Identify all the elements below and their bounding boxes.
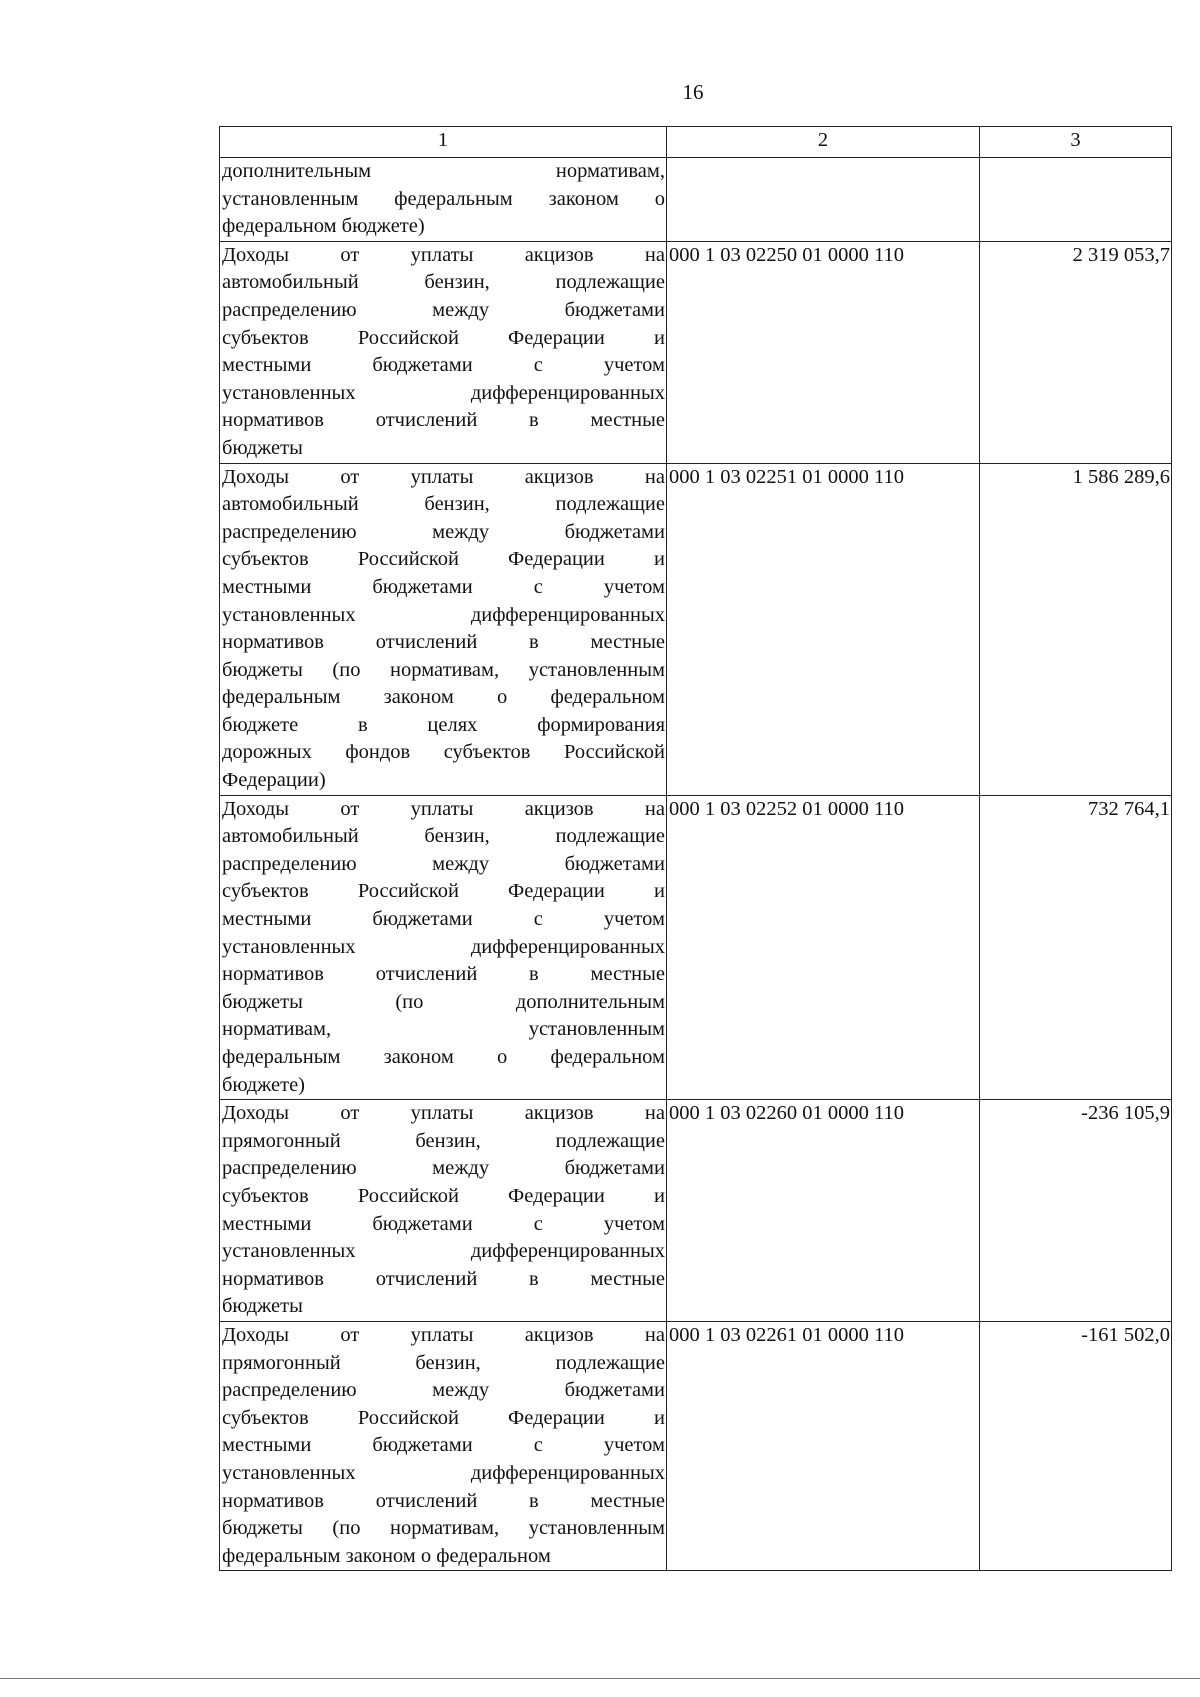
description-line: Федерации) <box>222 769 326 792</box>
description-line: Доходы от уплаты акцизов на <box>222 797 665 820</box>
table-body <box>220 158 1172 1571</box>
revenue-table <box>219 126 1172 1571</box>
description-line: субъектов Российской Федерации и <box>222 548 665 571</box>
description-line: субъектов Российской Федерации и <box>222 326 665 349</box>
description-line: бюджете) <box>222 1073 306 1096</box>
revenue-description <box>220 463 667 795</box>
description-line: нормативов отчислений в местные <box>222 1267 665 1290</box>
description-line: распределению между бюджетами <box>222 1157 665 1180</box>
budget-classification-code: 000 1 03 02261 01 0000 110 <box>667 1321 980 1570</box>
description-line: федеральным законом о федеральном <box>222 1544 551 1567</box>
revenue-description <box>220 241 667 463</box>
description-line: субъектов Российской Федерации и <box>222 880 665 903</box>
description-line: установленных дифференцированных <box>222 1240 665 1263</box>
table-row <box>220 241 1172 463</box>
column-header-2: 2 <box>667 127 980 158</box>
description-line: нормативов отчислений в местные <box>222 963 665 986</box>
amount-value <box>980 158 1172 242</box>
description-line: Доходы от уплаты акцизов на <box>222 465 665 488</box>
description-line: бюджеты <box>222 1295 303 1318</box>
description-line: распределению между бюджетами <box>222 520 665 543</box>
description-line: установленных дифференцированных <box>222 935 665 958</box>
budget-classification-code: 000 1 03 02250 01 0000 110 <box>667 241 980 463</box>
description-line: нормативов отчислений в местные <box>222 409 665 432</box>
budget-classification-code: 000 1 03 02251 01 0000 110 <box>667 463 980 795</box>
description-line: нормативов отчислений в местные <box>222 631 665 654</box>
amount-value: 2 319 053,7 <box>980 241 1172 463</box>
column-header-1: 1 <box>220 127 667 158</box>
description-line: прямогонный бензин, подлежащие <box>222 1351 665 1374</box>
description-line: распределению между бюджетами <box>222 298 665 321</box>
description-line: местными бюджетами с учетом <box>222 354 665 377</box>
page-number: 16 <box>682 80 704 104</box>
description-line: бюджете в целях формирования <box>222 713 665 736</box>
description-line: автомобильный бензин, подлежащие <box>222 271 665 294</box>
description-line: бюджеты (по нормативам, установленным <box>222 658 665 681</box>
revenue-description <box>220 1100 667 1322</box>
description-line: субъектов Российской Федерации и <box>222 1406 665 1429</box>
description-line: бюджеты <box>222 436 303 459</box>
table-row <box>220 1321 1172 1570</box>
column-header-3: 3 <box>980 127 1172 158</box>
description-line: установленных дифференцированных <box>222 603 665 626</box>
description-line: установленных дифференцированных <box>222 381 665 404</box>
budget-classification-code: 000 1 03 02260 01 0000 110 <box>667 1100 980 1322</box>
table-row <box>220 463 1172 795</box>
description-line: федеральном бюджете) <box>222 215 425 238</box>
page-bottom-rule <box>0 1678 1200 1679</box>
description-line: дополнительным нормативам, <box>222 160 665 182</box>
description-line: местными бюджетами с учетом <box>222 575 665 598</box>
table-row <box>220 795 1172 1100</box>
description-line: автомобильный бензин, подлежащие <box>222 825 665 848</box>
description-line: нормативов отчислений в местные <box>222 1489 665 1512</box>
description-line: федеральным законом о федеральном <box>222 686 665 709</box>
table-row <box>220 1100 1172 1322</box>
description-line: распределению между бюджетами <box>222 852 665 875</box>
amount-value: 732 764,1 <box>980 795 1172 1100</box>
amount-value: 1 586 289,6 <box>980 463 1172 795</box>
description-line: местными бюджетами с учетом <box>222 1434 665 1457</box>
description-line: Доходы от уплаты акцизов на <box>222 243 665 266</box>
revenue-description <box>220 795 667 1100</box>
description-line: нормативам, установленным <box>222 1018 665 1041</box>
table-header-row <box>220 127 1172 158</box>
description-line: прямогонный бензин, подлежащие <box>222 1129 665 1152</box>
amount-value: -236 105,9 <box>980 1100 1172 1322</box>
description-line: установленным федеральным законом о <box>222 187 665 210</box>
description-line: Доходы от уплаты акцизов на <box>222 1323 665 1346</box>
description-line: дорожных фондов субъектов Российской <box>222 741 665 764</box>
budget-classification-code: 000 1 03 02252 01 0000 110 <box>667 795 980 1100</box>
description-line: местными бюджетами с учетом <box>222 908 665 931</box>
description-line: субъектов Российской Федерации и <box>222 1184 665 1207</box>
description-line: распределению между бюджетами <box>222 1379 665 1402</box>
amount-value: -161 502,0 <box>980 1321 1172 1570</box>
description-line: автомобильный бензин, подлежащие <box>222 493 665 516</box>
table-row <box>220 158 1172 242</box>
description-line: федеральным законом о федеральном <box>222 1046 665 1068</box>
description-line: Доходы от уплаты акцизов на <box>222 1102 665 1125</box>
revenue-description <box>220 158 667 242</box>
budget-classification-code <box>667 158 980 242</box>
description-line: бюджеты (по дополнительным <box>222 990 665 1013</box>
description-line: установленных дифференцированных <box>222 1461 665 1484</box>
description-line: бюджеты (по нормативам, установленным <box>222 1517 665 1540</box>
revenue-description <box>220 1321 667 1570</box>
description-line: местными бюджетами с учетом <box>222 1212 665 1235</box>
